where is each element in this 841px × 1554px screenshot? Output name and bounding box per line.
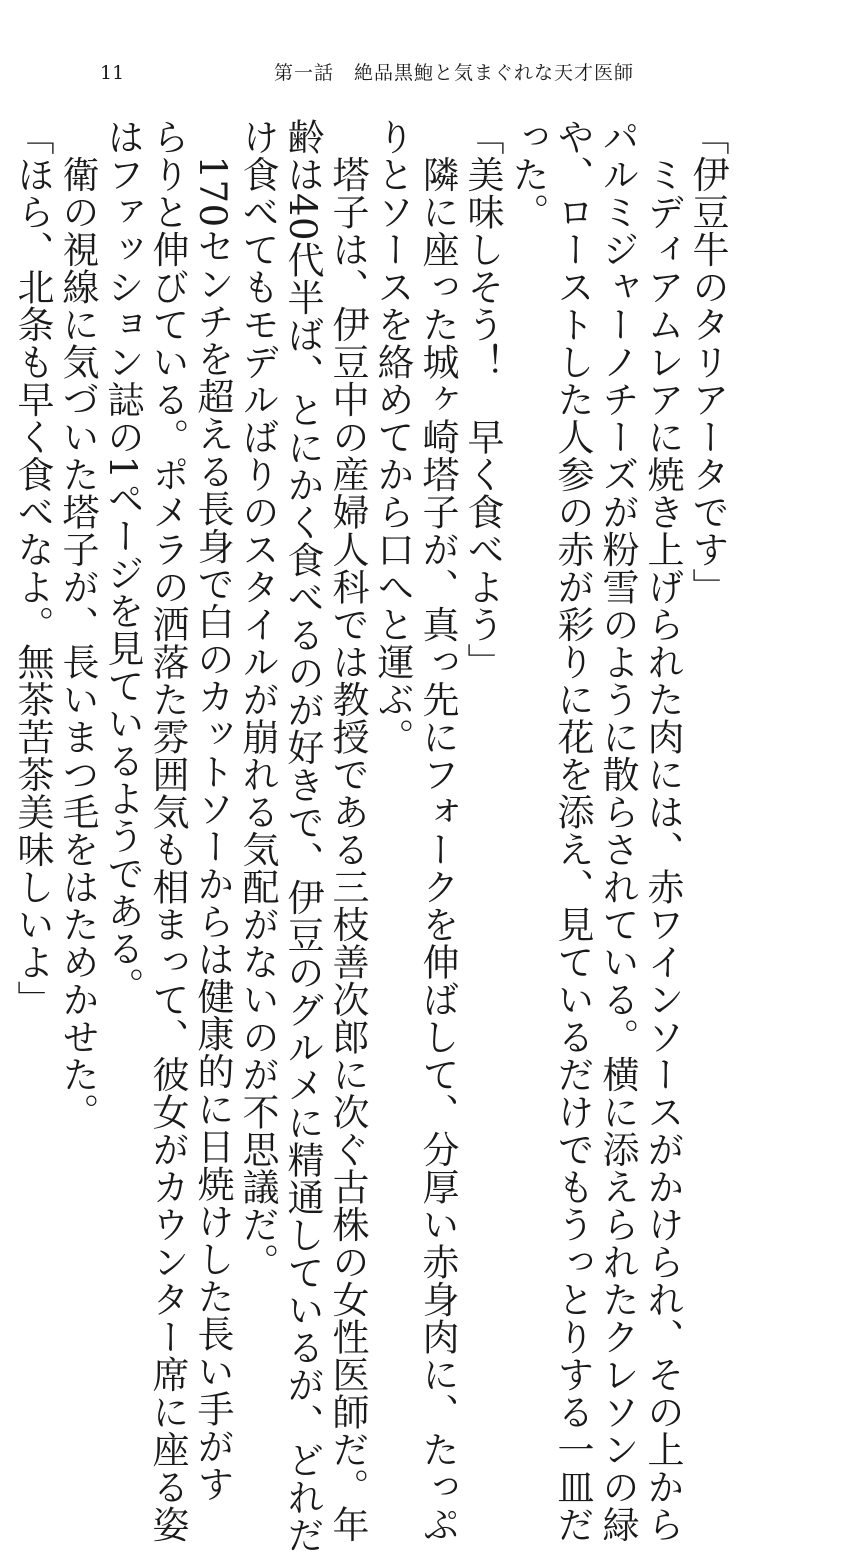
text-line: や、ローストした人参の赤が彩りに花を添え、見ているだけでもうっとりする一皿だ (551, 118, 594, 1543)
body-text (11, 118, 730, 1554)
page-number: 11 (100, 62, 125, 84)
text-line: け食べてもモデルばりのスタイルが崩れる気配がないのが不思議だ。 (236, 118, 279, 1281)
text-line: りとソースを絡めてから口へと運ぶ。 (371, 118, 414, 756)
text-line: 「ほら、北条も早く食べなよ。無茶苦茶美味しいよ」 (11, 118, 54, 1018)
text-line: 「美味しそう！ 早く食べよう」 (461, 118, 504, 681)
text-line: 塔子は、伊豆中の産婦人科では教授である三枝善次郎に次ぐ古株の女性医師だ。年 (326, 118, 369, 1543)
text-line: 齢は40代半ば、とにかく食べるのが好きで、伊豆のグルメに精通しているが、どれだ (281, 118, 324, 1554)
text-line: パルミジャーノチーズが粉雪のように散らされている。横に添えられたクレソンの緑 (596, 118, 639, 1543)
running-title: 第一話 絶品黒鮑と気まぐれな天才医師 (274, 62, 635, 84)
text-line: 170センチを超える長身で白のカットソーからは健康的に日焼けした長い手がす (191, 118, 234, 1503)
text-line: 隣に座った城ヶ崎塔子が、真っ先にフォークを伸ばして、分厚い赤身肉に、たっぷ (416, 118, 459, 1543)
text-line: らりと伸びている。ポメラの洒落た雰囲気も相まって、彼女がカウンター席に座る姿 (146, 118, 189, 1543)
text-line: 衛の視線に気づいた塔子が、長いまつ毛をはためかせた。 (56, 118, 99, 1131)
text-line: ミディアムレアに焼き上げられた肉には、赤ワインソースがかけられ、その上から (641, 118, 684, 1543)
text-line: はファッション誌の1ページを見ているようである。 (101, 118, 144, 1005)
text-line: 「伊豆牛のタリアータです」 (686, 118, 729, 606)
text-line: った。 (506, 118, 549, 231)
